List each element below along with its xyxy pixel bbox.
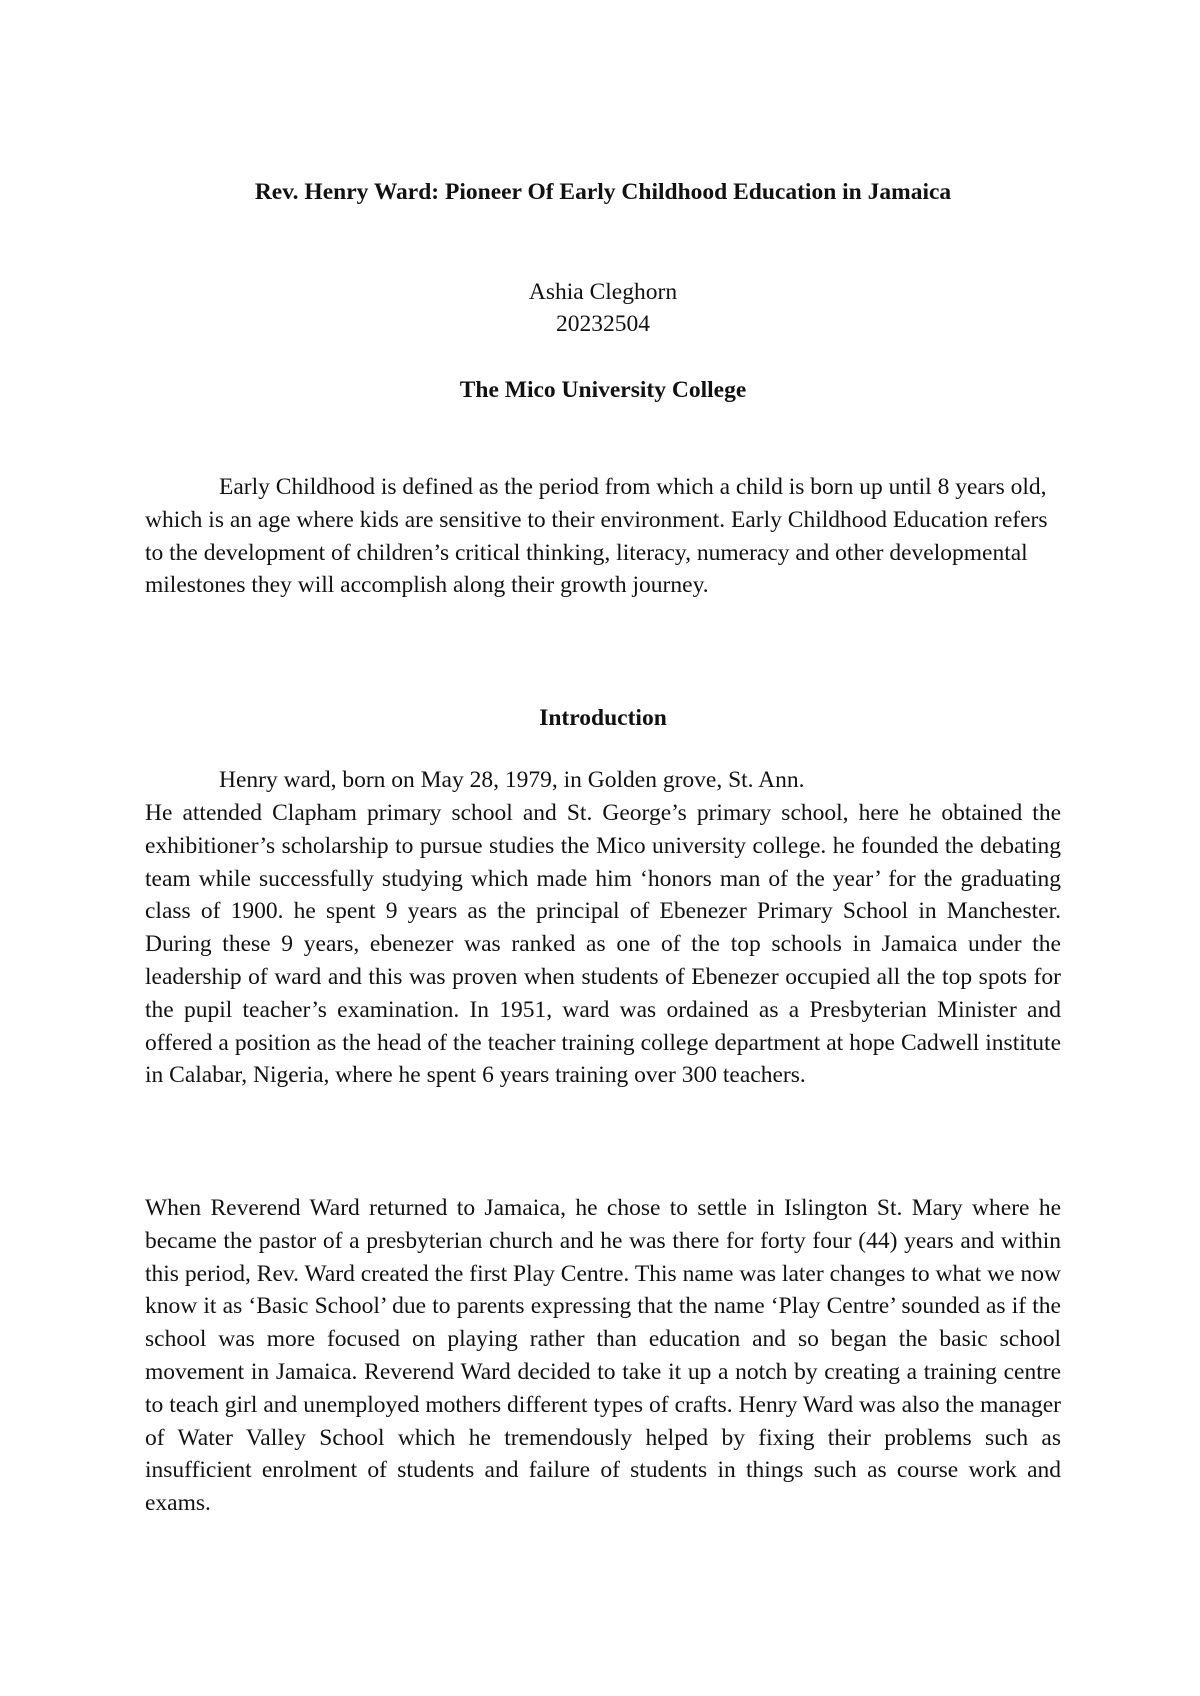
introduction-heading: Introduction: [539, 705, 667, 731]
introduction-first-line-text: Henry ward, born on May 28, 1979, in Golden grove, St. Ann.: [219, 767, 805, 793]
definition-text: Early Childhood is defined as the period from which a child is born up until 8 years old, which is an age where kids are sensitive to their environment. Early Childhood Education refers to the development of children’s critical thinking, literacy, numeracy and other developmental milestones they will accomplish along their growth journey.: [145, 474, 1048, 599]
reverend-ward-paragraph: When Reverend Ward returned to Jamaica, he chose to settle in Islington St. Mary where he became the pastor of a presbyterian church and he was there for forty four (44) years and within this period, Rev. Ward created the first Play Centre. This name was later changes to what we now know it as ‘Basic School’ due to parents expressing that the name ‘Play Centre’ sounded as if the school was more focused on playing rather than education and so began the basic school movement in Jamaica. Reverend Ward decided to take it up a notch by creating a training centre to teach girl and unemployed mothers different types of crafts. Henry Ward was also the manager of Water Valley School which he tremendously helped by fixing their problems such as insufficient enrolment of students and failure of students in things such as course work and exams.: [145, 1195, 1061, 1517]
author-name: Ashia Cleghorn: [528, 279, 678, 305]
document-title: Rev. Henry Ward: Pioneer Of Early Childhood Education in Jamaica: [254, 179, 952, 205]
introduction-first-line: [145, 764, 1061, 797]
definition-paragraph: [145, 471, 1061, 602]
student-id: 20232504: [556, 311, 650, 337]
college-name: The Mico University College: [459, 377, 747, 403]
introduction-paragraph: He attended Clapham primary school and St. George’s primary school, here he obtained the exhibitioner’s scholarship to pursue studies the Mico university college. he founded the debating team while successfully studying which made him ‘honors man of the year’ for the graduating class of 1900. he spent 9 years as the principal of Ebenezer Primary School in Manchester. During these 9 years, ebenezer was ranked as one of the top schools in Jamaica under the leadership of ward and this was proven when students of Ebenezer occupied all the top spots for the pupil teacher’s examination. In 1951, ward was ordained as a Presbyterian Minister and offered a position as the head of the teacher training college department at hope Cadwell institute in Calabar, Nigeria, where he spent 6 years training over 300 teachers.: [145, 800, 1061, 1089]
